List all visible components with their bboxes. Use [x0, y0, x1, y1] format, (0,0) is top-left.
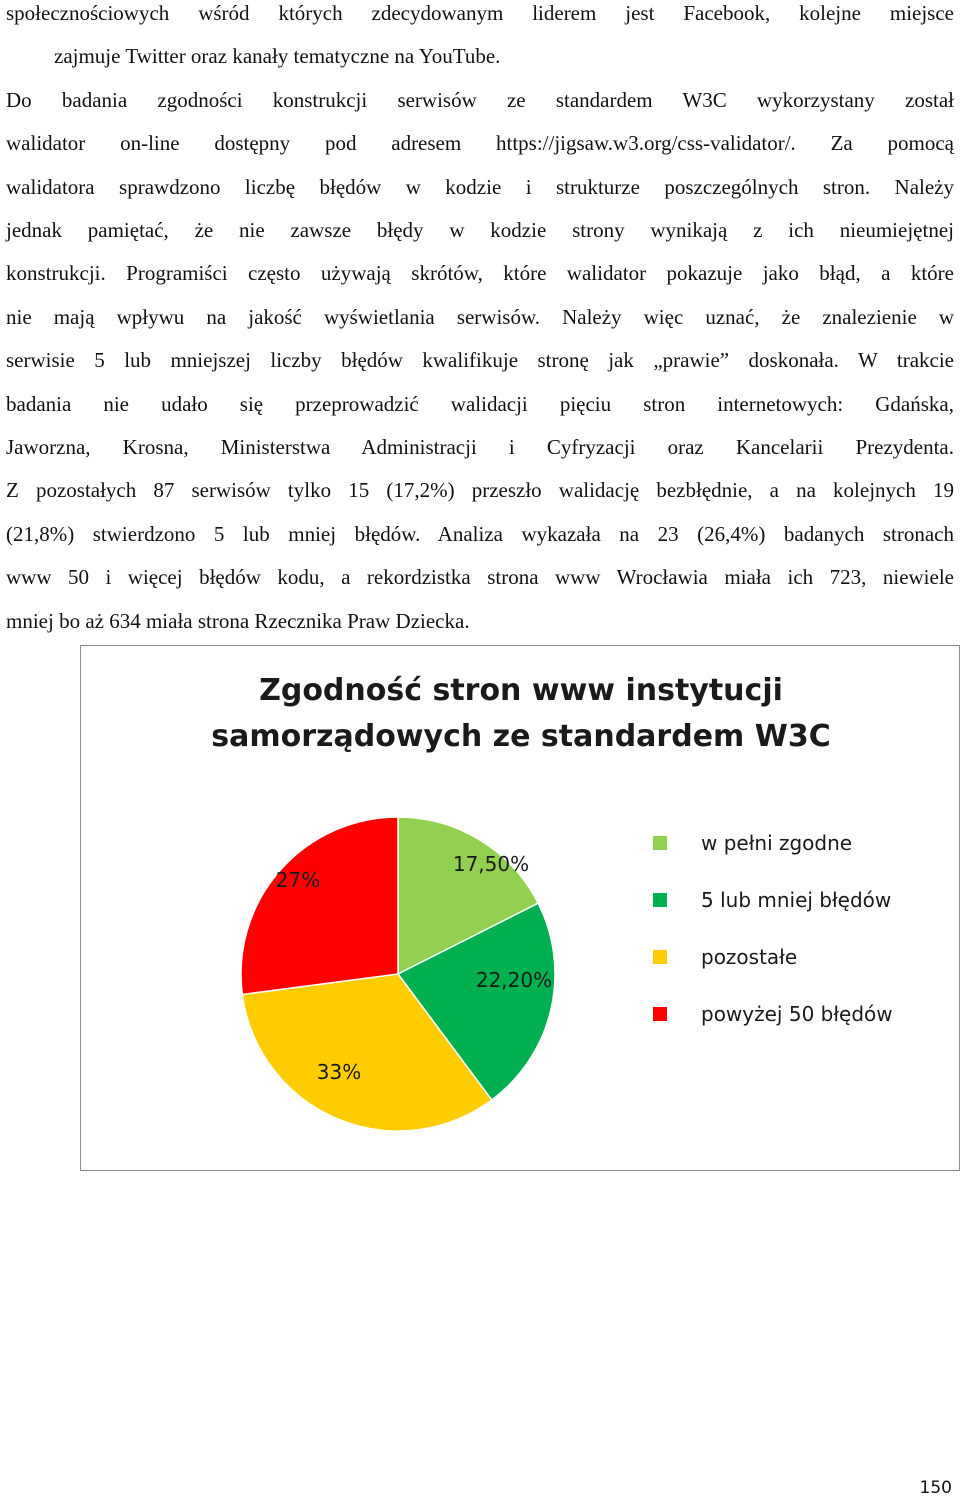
text-line: mniej bo aż 634 miała strona Rzecznika Praw Dziecka.: [6, 608, 470, 633]
page-number: 150: [919, 1478, 952, 1498]
chart-legend: [653, 831, 893, 1026]
text-line: walidatora sprawdzono liczbę błędów w kodzie i strukturze poszczególnych stron. Należy: [6, 174, 954, 199]
legend-swatch: [653, 893, 667, 907]
chart-canvas: [81, 646, 958, 1169]
legend-label: 5 lub mniej błędów: [701, 888, 892, 912]
text-line: Jaworzna, Krosna, Ministerstwa Administracji i Cyfryzacji oraz Kancelarii Prezydenta.: [6, 435, 954, 460]
legend-label: powyżej 50 błędów: [701, 1002, 893, 1026]
body-text: [6, 0, 954, 643]
pie-data-label: 17,50%: [452, 852, 530, 876]
legend-swatch: [653, 950, 667, 964]
text-line: serwisie 5 lub mniejszej liczby błędów kwalifikuje stronę jak „prawie” doskonała. W trakcie: [6, 348, 954, 373]
legend-label: pozostałe: [701, 945, 798, 969]
chart-title-line-2: samorządowych ze standardem W3C: [211, 719, 831, 754]
pie-data-label: 27%: [275, 868, 321, 892]
text-line: zajmuje Twitter oraz kanały tematyczne na YouTube.: [54, 44, 501, 69]
legend-label: w pełni zgodne: [701, 831, 853, 855]
pie-chart: [80, 645, 960, 1171]
text-line: społecznościowych wśród których zdecydowanym liderem jest Facebook, kolejne miejsce: [6, 1, 954, 25]
text-line: Z pozostałych 87 serwisów tylko 15 (17,2%) przeszło walidację bezbłędnie, a na kolejnych 19: [6, 478, 954, 503]
text-line: walidator on-line dostępny pod adresem https://jigsaw.w3.org/css-validator/. Za pomocą: [6, 131, 954, 156]
text-line: jednak pamiętać, że nie zawsze błędy w kodzie strony wynikają z ich nieumiejętnej: [6, 218, 954, 243]
text-line: www 50 i więcej błędów kodu, a rekordzistka strona www Wrocławia miała ich 723, niewiele: [6, 565, 954, 590]
pie-data-label: 22,20%: [475, 968, 553, 992]
text-line: badania nie udało się przeprowadzić walidacji pięciu stron internetowych: Gdańska,: [6, 391, 954, 416]
pie-slice-4: [241, 817, 398, 994]
pie-data-label: 33%: [316, 1060, 362, 1084]
legend-swatch: [653, 836, 667, 850]
text-line: nie mają wpływu na jakość wyświetlania serwisów. Należy więc uznać, że znalezienie w: [6, 304, 954, 329]
text-line: Do badania zgodności konstrukcji serwisów ze standardem W3C wykorzystany został: [6, 87, 954, 112]
text-line: (21,8%) stwierdzono 5 lub mniej błędów. Analiza wykazała na 23 (26,4%) badanych stronach: [6, 521, 954, 546]
text-line: konstrukcji. Programiści często używają skrótów, które walidator pokazuje jako błąd, a które: [6, 261, 954, 286]
chart-title-line-1: Zgodność stron www instytucji: [259, 673, 783, 708]
legend-swatch: [653, 1007, 667, 1021]
